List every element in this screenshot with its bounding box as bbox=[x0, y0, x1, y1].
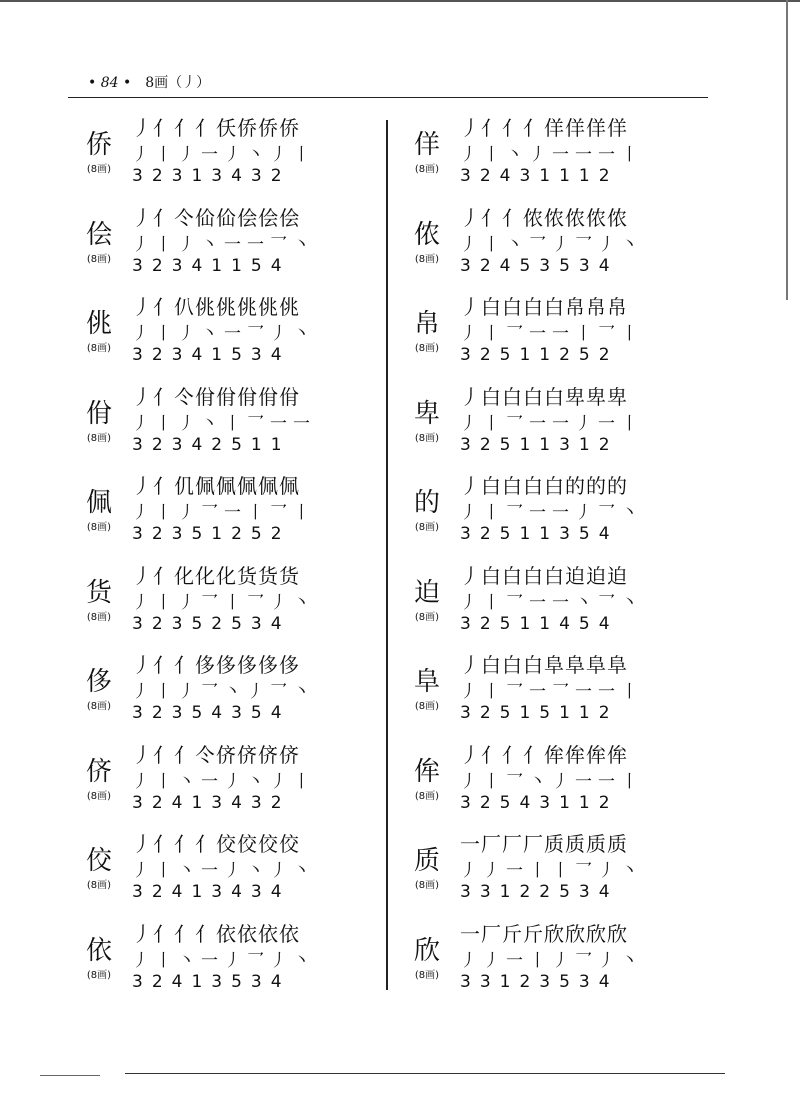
character-entry bbox=[408, 377, 708, 467]
stroke-sequence: 丿亻仉佩佩佩佩佩 bbox=[132, 474, 300, 498]
section-title: 8画（丿） bbox=[145, 75, 211, 91]
stroke-shapes: 丿丨乛一一丨乛丨 bbox=[460, 324, 644, 344]
entry-character: 的 bbox=[413, 488, 440, 518]
stroke-codes: 32341154 bbox=[132, 255, 291, 276]
character-entry bbox=[408, 735, 708, 825]
page-top-border bbox=[0, 0, 800, 2]
character-entry bbox=[80, 198, 380, 288]
stroke-count: (8画) bbox=[86, 969, 112, 981]
stroke-codes: 32543112 bbox=[460, 792, 619, 813]
stroke-sequence: 丿亻仒佡佡侩侩侩 bbox=[132, 205, 300, 230]
stroke-count: (8画) bbox=[414, 522, 440, 533]
entry-character: 侔 bbox=[413, 756, 440, 787]
stroke-sequence: 丿白白白白帛帛帛 bbox=[460, 295, 628, 319]
entry-character: 佾 bbox=[85, 398, 112, 429]
character-entry bbox=[80, 108, 380, 198]
stroke-sequence: 丿亻亻仒侪侪侪侪 bbox=[132, 742, 300, 767]
character-entry bbox=[80, 556, 380, 646]
character-entry bbox=[408, 914, 708, 1004]
column-divider bbox=[386, 120, 388, 990]
stroke-sequence: 丿亻仒佾佾佾佾佾 bbox=[132, 384, 300, 409]
entry-character: 货 bbox=[85, 577, 112, 608]
stroke-codes: 33123534 bbox=[460, 971, 619, 992]
stroke-shapes: 丿丿一丨丿乛丿丶 bbox=[460, 950, 644, 971]
stroke-sequence: 丿亻化化化货货货 bbox=[132, 563, 300, 588]
entry-character: 佻 bbox=[85, 309, 112, 339]
stroke-codes: 32511454 bbox=[460, 613, 619, 634]
stroke-count: (8画) bbox=[86, 432, 112, 444]
entry-character: 侈 bbox=[85, 667, 112, 697]
stroke-shapes: 丿丿一丨丨乛丿丶 bbox=[460, 861, 644, 881]
character-entry bbox=[408, 287, 708, 377]
stroke-sequence: 丿亻亻亻仸侨侨侨 bbox=[132, 116, 300, 140]
scan-edge-line bbox=[786, 0, 788, 300]
stroke-codes: 32413434 bbox=[132, 882, 291, 902]
character-entry bbox=[80, 466, 380, 556]
entry-character: 帛 bbox=[413, 309, 440, 339]
stroke-count: (8画) bbox=[86, 253, 112, 265]
stroke-sequence: 丿亻亻亻依依依依 bbox=[132, 921, 300, 946]
stroke-codes: 32351252 bbox=[132, 524, 291, 544]
stroke-codes: 32515112 bbox=[460, 703, 619, 723]
stroke-count: (8画) bbox=[86, 164, 112, 175]
stroke-count: (8画) bbox=[414, 880, 440, 891]
stroke-count: (8画) bbox=[86, 701, 112, 712]
stroke-shapes: 丿丨丶一丿丶丿丨 bbox=[132, 771, 316, 792]
stroke-count: (8画) bbox=[86, 611, 112, 623]
stroke-codes: 32413432 bbox=[132, 792, 291, 813]
page-header bbox=[88, 72, 210, 92]
stroke-codes: 32511354 bbox=[460, 524, 619, 544]
header-rule bbox=[68, 97, 708, 98]
stroke-count: (8画) bbox=[86, 522, 112, 533]
stroke-count: (8画) bbox=[414, 790, 440, 802]
stroke-count: (8画) bbox=[86, 790, 112, 802]
stroke-sequence: 丿亻亻亻佼佼佼佼 bbox=[132, 832, 300, 856]
stroke-shapes: 丿丨丶一丿乛丿丶 bbox=[132, 950, 316, 971]
stroke-count: (8画) bbox=[414, 343, 440, 354]
stroke-shapes: 丿丨乛丶丿一一丨 bbox=[460, 771, 644, 792]
stroke-sequence: 丿亻亻亻佯佯佯佯 bbox=[460, 116, 628, 140]
entry-character: 侩 bbox=[85, 219, 112, 250]
stroke-sequence: 丿白白白白迫迫迫 bbox=[460, 563, 628, 588]
stroke-shapes: 丿丨丶丿一一一丨 bbox=[460, 145, 644, 165]
stroke-shapes: 丿丨丿乛丶丿乛丶 bbox=[132, 682, 316, 702]
entry-character: 迫 bbox=[413, 577, 440, 608]
stroke-sequence: 丿亻亻侬侬侬侬侬 bbox=[460, 205, 628, 230]
entry-character: 侬 bbox=[413, 219, 440, 250]
entry-character: 侪 bbox=[85, 756, 112, 787]
entry-character: 侨 bbox=[85, 130, 112, 160]
stroke-codes: 32342511 bbox=[132, 434, 291, 455]
stroke-codes: 32511312 bbox=[460, 434, 619, 455]
stroke-shapes: 丿丨丿乛丨乛丿丶 bbox=[132, 592, 316, 613]
entry-character: 质 bbox=[413, 846, 440, 876]
stroke-shapes: 丿丨乛一一丿乛丶 bbox=[460, 503, 644, 523]
character-entry bbox=[408, 108, 708, 198]
character-entry bbox=[408, 466, 708, 556]
character-entry bbox=[408, 198, 708, 288]
character-entry bbox=[80, 914, 380, 1004]
character-entry bbox=[80, 377, 380, 467]
stroke-shapes: 丿丨丶乛丿乛丿丶 bbox=[460, 234, 644, 255]
stroke-codes: 32341534 bbox=[132, 345, 291, 365]
footer-rule bbox=[125, 1073, 725, 1074]
stroke-codes: 32511252 bbox=[460, 345, 619, 365]
stroke-codes: 32352534 bbox=[132, 613, 291, 634]
stroke-shapes: 丿丨丿丶丨乛一一 bbox=[132, 413, 316, 434]
stroke-shapes: 丿丨乛一一丶乛丶 bbox=[460, 592, 644, 613]
stroke-codes: 32413534 bbox=[132, 971, 291, 992]
stroke-codes: 32354354 bbox=[132, 703, 291, 723]
stroke-sequence: 一厂厂厂质质质质 bbox=[460, 832, 628, 856]
stroke-count: (8画) bbox=[414, 432, 440, 444]
right-column bbox=[408, 108, 708, 1003]
stroke-codes: 33122534 bbox=[460, 882, 619, 902]
stroke-codes: 32313432 bbox=[132, 166, 291, 186]
entry-character: 佩 bbox=[85, 488, 112, 518]
entry-character: 依 bbox=[85, 935, 112, 966]
entry-character: 卑 bbox=[413, 398, 440, 429]
stroke-shapes: 丿丨丶一丿丶丿丶 bbox=[132, 861, 316, 881]
stroke-sequence: 丿亻仈佻佻佻佻佻 bbox=[132, 295, 300, 319]
stroke-sequence: 一厂斤斤欣欣欣欣 bbox=[460, 921, 628, 946]
stroke-shapes: 丿丨乛一乛一一丨 bbox=[460, 682, 644, 702]
stroke-shapes: 丿丨丿丶一一乛丶 bbox=[132, 234, 316, 255]
character-entry bbox=[80, 645, 380, 735]
stroke-count: (8画) bbox=[86, 880, 112, 891]
stroke-codes: 32431112 bbox=[460, 166, 619, 186]
stroke-count: (8画) bbox=[414, 701, 440, 712]
stroke-count: (8画) bbox=[414, 164, 440, 175]
stroke-shapes: 丿丨丿一丿丶丿丨 bbox=[132, 145, 316, 165]
character-entry bbox=[80, 735, 380, 825]
left-column bbox=[80, 108, 380, 1003]
footer-rule-left bbox=[40, 1075, 100, 1076]
stroke-sequence: 丿亻亻亻侔侔侔侔 bbox=[460, 742, 628, 767]
stroke-count: (8画) bbox=[414, 969, 440, 981]
stroke-codes: 32453534 bbox=[460, 255, 619, 276]
character-entry bbox=[408, 556, 708, 646]
stroke-shapes: 丿丨乛一一丿一丨 bbox=[460, 413, 644, 434]
entry-character: 阜 bbox=[413, 667, 440, 697]
stroke-count: (8画) bbox=[86, 343, 112, 354]
character-entry bbox=[408, 645, 708, 735]
character-entry bbox=[80, 824, 380, 914]
stroke-sequence: 丿白白白阜阜阜阜 bbox=[460, 653, 628, 677]
stroke-sequence: 丿亻亻侈侈侈侈侈 bbox=[132, 653, 300, 677]
stroke-shapes: 丿丨丿乛一丨乛丨 bbox=[132, 503, 316, 523]
stroke-sequence: 丿白白白白卑卑卑 bbox=[460, 384, 628, 409]
character-entry bbox=[80, 287, 380, 377]
entry-character: 佯 bbox=[413, 130, 440, 160]
stroke-shapes: 丿丨丿丶一乛丿丶 bbox=[132, 324, 316, 344]
entry-character: 欣 bbox=[413, 935, 440, 966]
page-number: • 84 • bbox=[88, 75, 132, 91]
stroke-count: (8画) bbox=[414, 253, 440, 265]
entry-character: 佼 bbox=[85, 846, 112, 876]
stroke-sequence: 丿白白白白的的的 bbox=[460, 474, 628, 498]
character-entry bbox=[408, 824, 708, 914]
stroke-count: (8画) bbox=[414, 611, 440, 623]
